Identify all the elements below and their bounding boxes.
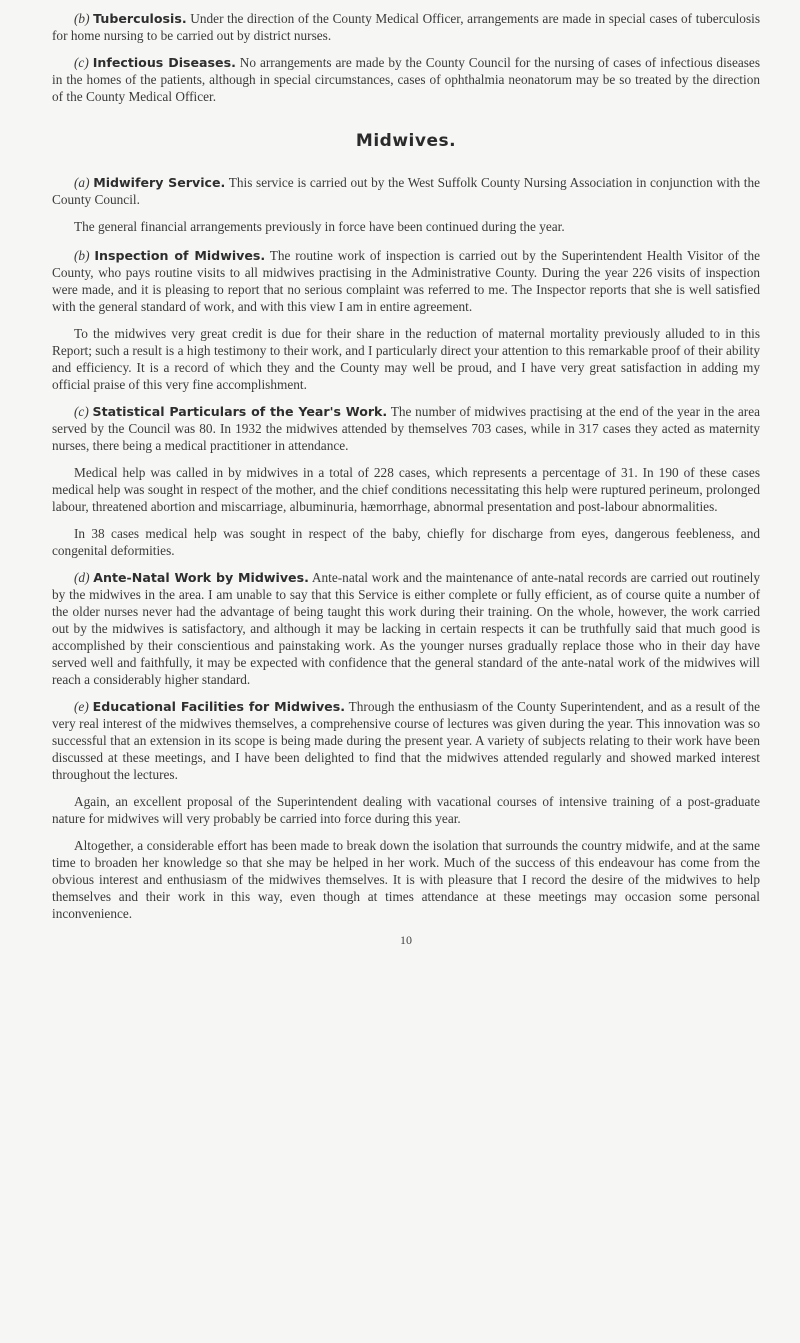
educational-paragraph: [52, 698, 760, 783]
page-number: 10: [400, 933, 412, 947]
tuberculosis-paragraph: [52, 10, 760, 44]
vacational-courses-paragraph: Again, an excellent proposal of the Superintendent dealing with vacational courses of intensive training of a post-graduate nature for midwives will very probably be carried into force during this year.: [52, 794, 760, 826]
financial-arrangements-paragraph: The general financial arrangements previously in force have been continued during the year.: [74, 219, 565, 234]
midwifery-service-heading: Midwifery Service.: [93, 175, 226, 190]
inspection-paragraph: [52, 247, 760, 315]
midwives-section-title: Midwives.: [355, 131, 457, 151]
ante-natal-text: Ante-natal work and the maintenance of ante-natal records are carried out routinely by the midwives in the area. I am unable to say that this Service is either complete or fully efficient, as of course quite a number of the older nurses never had the advantage of being taught this work during their training. On the whole, however, the work carried out by the midwives is satisfactory, and although it may be lacking in certain respects it can be truthfully said that much good is accomplished by their conscientious and painstaking work. As the younger nurses gradually replace those who in their day have served well and faithfully, it may be expected with confidence that the general standard of the ante-natal work of the midwives will reach a considerably higher standard.: [52, 570, 761, 687]
tuberculosis-text: Under the direction of the County Medical Officer, arrangements are made in special cases of tuberculosis for home nursing to be carried out by district nurses.: [52, 11, 761, 43]
statistical-text: The number of midwives practising at the end of the year in the area served by the Council was 80. In 1932 the midwives attended by themselves 703 cases, while in 317 cases they acted as maternity nurses, there being a medical practitioner in attendance.: [52, 404, 760, 453]
medical-help-paragraph: Medical help was called in by midwives in a total of 228 cases, which represents a percentage of 31. In 190 of these cases medical help was sought in respect of the mother, and the chief conditions necessitating this help were ruptured perineum, prolonged labour, threatened abortion and miscarriage, albuminuria, hæmorrhage, abnormal presentation and post-labour abnormalities.: [52, 465, 760, 514]
tuberculosis-label: (b): [74, 11, 90, 26]
baby-help-paragraph: In 38 cases medical help was sought in respect of the baby, chiefly for discharge from eyes, dangerous feebleness, and congenital deformities.: [52, 526, 760, 558]
educational-text: Through the enthusiasm of the County Superintendent, and as a result of the very real interest of the midwives themselves, a comprehensive course of lectures was given during the year. This innovation was so successful that an extension in its scope is being made during the present year. A variety of subjects relating to their work have been discussed at these meetings, and I have been delighted to find that the midwives attended regularly and showed marked interest throughout the lectures.: [52, 699, 761, 782]
midwifery-service-label: (a): [74, 175, 90, 190]
infectious-diseases-label: (c): [74, 55, 89, 70]
infectious-diseases-text: No arrangements are made by the County Council for the nursing of cases of infectious diseases in the homes of the patients, although in special circumstances, cases of ophthalmia neonatorum may be so treated by the direction of the County Medical Officer.: [52, 55, 761, 104]
ante-natal-heading: Ante-Natal Work by Midwives.: [93, 570, 309, 585]
ante-natal-paragraph: [52, 569, 760, 688]
statistical-paragraph: [52, 403, 760, 454]
inspection-text: The routine work of inspection is carried out by the Superintendent Health Visitor of the County, who pays routine visits to all midwives practising in the Administrative County. During the year 226 visits of inspection were made, and it is pleasing to report that no serious complaint was referred to me. The Inspector reports that she is well satisfied with the general standard of work, and with this view I am in entire agreement.: [52, 248, 760, 314]
educational-heading: Educational Facilities for Midwives.: [92, 699, 346, 714]
midwifery-service-paragraph: [52, 174, 760, 208]
document-page: [52, 10, 760, 949]
maternal-mortality-paragraph: To the midwives very great credit is due for their share in the reduction of maternal mortality previously alluded to in this Report; such a result is a high testimony to their work, and I particularly direct your attention to this remarkable proof of their ability and efficiency. It is a record of which they and the County may well be proud, and I have very great satisfaction in adding my official praise of this very fine accomplishment.: [52, 326, 760, 392]
statistical-heading: Statistical Particulars of the Year's Work.: [92, 404, 388, 419]
ante-natal-label: (d): [74, 570, 90, 585]
educational-label: (e): [74, 699, 89, 714]
statistical-label: (c): [74, 404, 89, 419]
inspection-label: (b): [74, 248, 90, 263]
infectious-diseases-heading: Infectious Diseases.: [92, 55, 236, 70]
tuberculosis-heading: Tuberculosis.: [93, 11, 187, 26]
infectious-diseases-paragraph: [52, 54, 760, 105]
inspection-heading: Inspection of Midwives.: [94, 248, 266, 263]
midwifery-service-text: This service is carried out by the West Suffolk County Nursing Association in conjunction with the County Council.: [52, 175, 761, 207]
isolation-paragraph: Altogether, a considerable effort has been made to break down the isolation that surrounds the country midwife, and at the same time to broaden her knowledge so that she may be helped in her work. Much of the success of this endeavour has come from the obvious interest and enthusiasm of the midwives themselves. It is with pleasure that I record the desire of the midwives to help themselves and their work in this way, even though at times attendance at these meetings may occasion some personal inconvenience.: [52, 838, 760, 921]
